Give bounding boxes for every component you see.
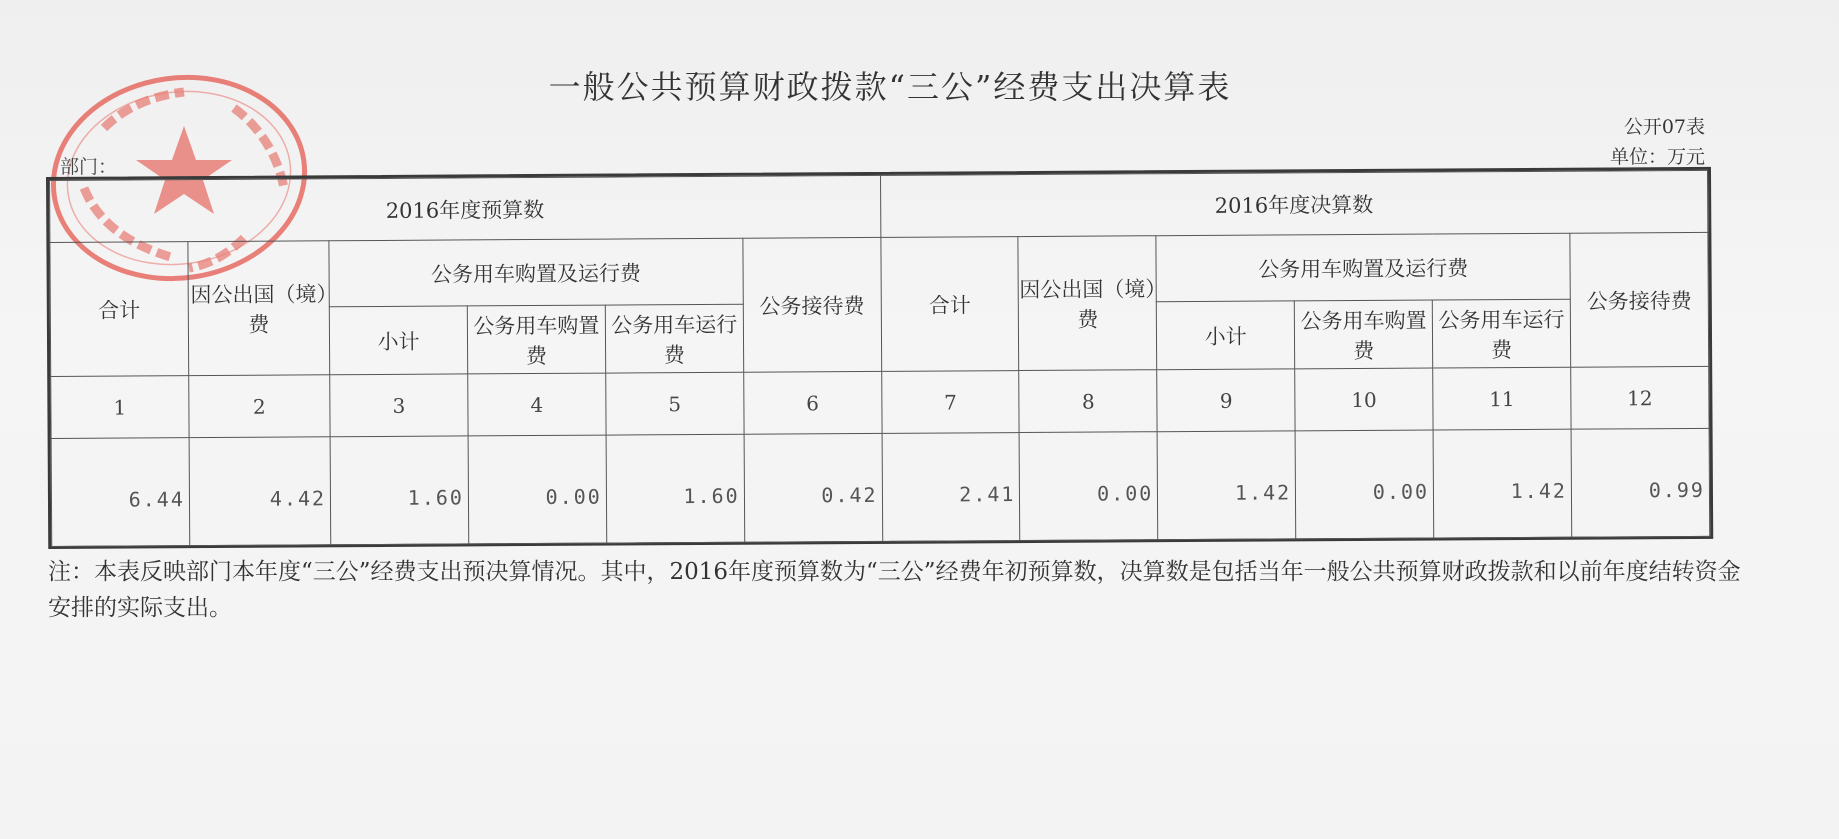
column-number: 11 (1433, 367, 1571, 430)
final-vehicle-purchase-header: 公务用车购置费 (1294, 300, 1432, 369)
budget-vehicle-operation-header: 公务用车运行费 (605, 304, 743, 373)
value-cell: 1.42 (1433, 429, 1572, 538)
table-title: 一般公共预算财政拨款“三公”经费支出决算表 (548, 68, 1232, 106)
column-number: 12 (1571, 366, 1709, 429)
column-number: 7 (881, 371, 1019, 434)
final-travel-header: 因公出国（境）费 (1018, 236, 1157, 371)
budget-subtotal-header: 小计 (329, 306, 467, 375)
column-number: 6 (743, 371, 881, 434)
budget-total-header: 合计 (50, 242, 189, 377)
form-code: 公开07表 (1623, 116, 1705, 138)
column-number: 9 (1157, 369, 1295, 432)
value-cell: 0.00 (1020, 432, 1159, 541)
budget-travel-header: 因公出国（境）费 (188, 241, 330, 376)
footnote: 注：本表反映部门本年度“三公”经费支出预决算情况。其中，2016年度预算数为“三公”经费年初预算数，决算数是包括当年一般公共预算财政拨款和以前年度结转资金安排的实际支出。 (48, 559, 1741, 621)
expenditure-table (49, 170, 1710, 547)
value-row (51, 428, 1710, 546)
budget-reception-header: 公务接待费 (743, 237, 882, 372)
final-group-header: 2016年度决算数 (880, 170, 1708, 237)
budget-vehicle-group-header: 公务用车购置及运行费 (329, 238, 743, 307)
value-cell: 0.99 (1571, 428, 1710, 537)
value-cell: 0.00 (468, 435, 607, 544)
column-number-row (51, 366, 1709, 438)
expenditure-table-frame (46, 167, 1713, 549)
column-number: 10 (1295, 368, 1433, 431)
budget-group-header: 2016年度预算数 (50, 175, 881, 242)
value-cell: 1.60 (606, 434, 745, 543)
value-cell: 4.42 (189, 437, 331, 546)
column-number: 5 (606, 372, 744, 435)
unit-label: 单位：万元 (1609, 146, 1705, 168)
column-number: 2 (189, 375, 331, 438)
final-vehicle-operation-header: 公务用车运行费 (1432, 299, 1570, 368)
column-number: 8 (1019, 370, 1157, 433)
final-total-header: 合计 (880, 237, 1019, 372)
value-cell: 0.42 (744, 433, 883, 542)
group-header-row (50, 170, 1708, 242)
value-cell: 0.00 (1295, 430, 1434, 539)
value-cell: 6.44 (51, 438, 190, 547)
final-subtotal-header: 小计 (1157, 301, 1295, 370)
final-reception-header: 公务接待费 (1570, 232, 1709, 367)
column-number: 3 (330, 374, 468, 437)
value-cell: 1.60 (330, 436, 469, 545)
budget-vehicle-purchase-header: 公务用车购置费 (467, 305, 605, 374)
value-cell: 2.41 (882, 433, 1021, 542)
final-vehicle-group-header: 公务用车购置及运行费 (1156, 233, 1570, 302)
department-label: 部门： (60, 156, 118, 178)
column-header-row (50, 232, 1708, 308)
column-number: 1 (51, 376, 189, 439)
value-cell: 1.42 (1157, 431, 1296, 540)
column-number: 4 (468, 373, 606, 436)
